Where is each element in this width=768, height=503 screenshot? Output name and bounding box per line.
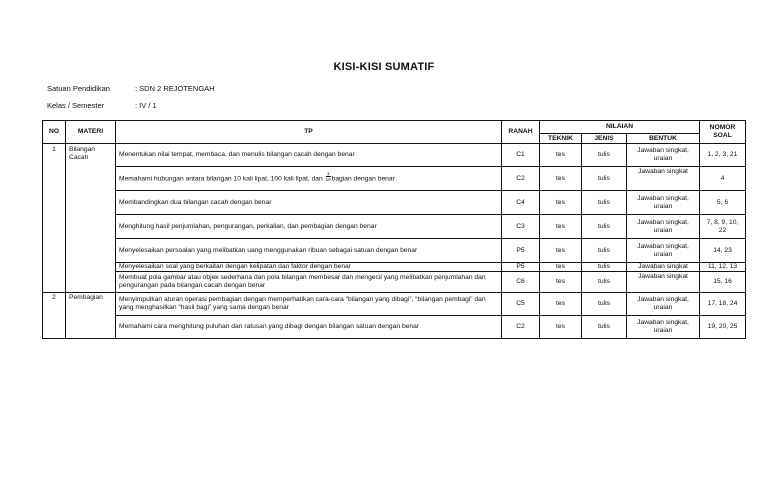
meta-kelas — [47, 101, 157, 110]
bentuk-cell: Jawaban singkat, uraian — [627, 144, 700, 167]
teknik-cell: tes — [540, 144, 582, 167]
soal-cell: 4 — [700, 167, 746, 191]
header-soal: SOAL — [713, 132, 732, 139]
table-row — [43, 144, 746, 167]
group-no: 2 — [43, 293, 66, 339]
header-materi: MATERI — [66, 121, 116, 144]
bentuk-cell: Jawaban singkat — [627, 263, 700, 272]
jenis-cell: tulis — [582, 263, 627, 272]
tp-cell: Menghitung hasil penjumlahan, pengurangan, perkalian, dan pembagian dengan benar — [116, 215, 502, 239]
ranah-cell: C4 — [502, 191, 540, 215]
ranah-cell: C2 — [502, 316, 540, 339]
ranah-cell: P5 — [502, 239, 540, 263]
teknik-cell: tes — [540, 191, 582, 215]
table-row — [43, 263, 746, 272]
table-row — [43, 293, 746, 316]
ranah-cell: C3 — [502, 215, 540, 239]
ranah-cell: C5 — [502, 293, 540, 316]
tp-cell: Menyimpulkan aturan operasi pembagian dengan memperhatikan cara-cara “bilangan yang dibagi”, “bilangan pembagi” dan yang menghasilkan “hasil bagi” yang sama dengan benar — [116, 293, 502, 316]
header-nomor: NOMOR — [709, 124, 736, 131]
header-bentuk: BENTUK — [627, 134, 700, 144]
table-row — [43, 316, 746, 339]
header-jenis: JENIS — [582, 134, 627, 144]
jenis-cell: tulis — [582, 316, 627, 339]
bentuk-cell: Jawaban singkat, uraian — [627, 215, 700, 239]
meta-kelas-label: Kelas / Semester — [47, 101, 105, 110]
soal-cell: 7, 8, 9, 10, 22 — [700, 215, 746, 239]
ranah-cell: P5 — [502, 263, 540, 272]
tp-cell: Menentukan nilai tempat, membaca, dan menulis bilangan cacah dengan benar — [116, 144, 502, 167]
teknik-cell: tes — [540, 215, 582, 239]
meta-satuan — [47, 84, 215, 93]
group-no: 1 — [43, 144, 66, 293]
document-title: KISI-KISI SUMATIF — [333, 61, 435, 73]
table-row — [43, 167, 746, 191]
teknik-cell: tes — [540, 316, 582, 339]
soal-cell: 19, 20, 25 — [700, 316, 746, 339]
jenis-cell: tulis — [582, 191, 627, 215]
table-row — [43, 272, 746, 293]
header-nomor-soal — [700, 121, 746, 144]
bentuk-cell: Jawaban singkat — [627, 167, 700, 191]
group-materi: Bilangan Cacah — [66, 144, 116, 293]
bentuk-cell: Jawaban singkat, uraian — [627, 191, 700, 215]
kisi-kisi-table — [42, 120, 746, 339]
ranah-cell: C6 — [502, 272, 540, 293]
soal-cell: 15, 16 — [700, 272, 746, 293]
header-teknik: TEKNIK — [540, 134, 582, 144]
soal-cell: 11, 12, 13 — [700, 263, 746, 272]
ranah-cell: C2 — [502, 167, 540, 191]
soal-cell: 14, 23 — [700, 239, 746, 263]
teknik-cell: tes — [540, 239, 582, 263]
header-tp: TP — [116, 121, 502, 144]
bentuk-cell: Jawaban singkat, uraian — [627, 239, 700, 263]
tp-cell: Memahami hubungan antara bilangan 10 kali lipat, 100 kali lipat, dan $\frac{1}{10}$ bagian dengan benar — [116, 167, 502, 191]
tp-cell: Menyelesaikan persoalan yang melibatkan uang menggunakan ribuan sebagai satuan dengan benar — [116, 239, 502, 263]
jenis-cell: tulis — [582, 215, 627, 239]
soal-cell: 17, 18, 24 — [700, 293, 746, 316]
soal-cell: 1, 2, 3, 21 — [700, 144, 746, 167]
jenis-cell: tulis — [582, 144, 627, 167]
teknik-cell: tes — [540, 293, 582, 316]
jenis-cell: tulis — [582, 239, 627, 263]
header-no: NO — [43, 121, 66, 144]
teknik-cell: tes — [540, 272, 582, 293]
group-materi: Pembagian — [66, 293, 116, 339]
tp-cell: Membuat pola gambar atau objek sederhana dan pola bilangan membesar dan mengecil yang melibatkan penjumlahan dan pengurangan pada bilangan cacah dengan benar — [116, 272, 502, 293]
bentuk-cell: Jawaban singkat — [627, 272, 700, 293]
header-nilaian: NILAIAN — [540, 121, 700, 134]
teknik-cell: tes — [540, 167, 582, 191]
jenis-cell: tulis — [582, 167, 627, 191]
table-row — [43, 191, 746, 215]
soal-cell: 5, 6 — [700, 191, 746, 215]
table-row — [43, 239, 746, 263]
meta-kelas-value: : IV / 1 — [135, 101, 157, 110]
meta-satuan-value: : SDN 2 REJOTENGAH — [135, 84, 215, 93]
teknik-cell: tes — [540, 263, 582, 272]
fraction-one-tenth: $\frac{1}{10}$ — [325, 171, 331, 182]
bentuk-cell: Jawaban singkat, uraian — [627, 316, 700, 339]
jenis-cell: tulis — [582, 272, 627, 293]
bentuk-cell: Jawaban singkat, uraian — [627, 293, 700, 316]
table-row — [43, 215, 746, 239]
jenis-cell: tulis — [582, 293, 627, 316]
ranah-cell: C1 — [502, 144, 540, 167]
meta-satuan-label: Satuan Pendidikan — [47, 84, 110, 93]
tp-cell: Membandingkan dua bilangan cacah dengan benar — [116, 191, 502, 215]
tp-cell: Memahami cara menghitung puluhan dan ratusan yang dibagi dengan bilangan satuan dengan benar — [116, 316, 502, 339]
tp-cell: Menyelesaikan soal yang berkaitan dengan kelipatan dan faktor dengan benar — [116, 263, 502, 272]
header-ranah: RANAH — [502, 121, 540, 144]
